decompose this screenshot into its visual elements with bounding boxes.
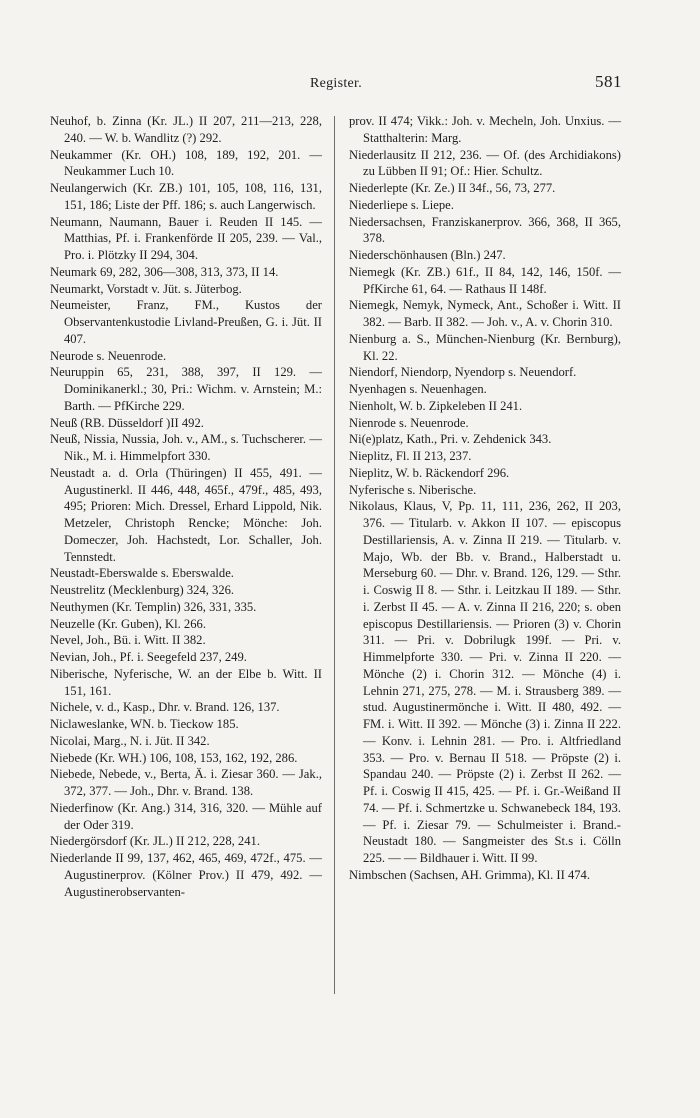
index-entry: Niebede (Kr. WH.) 106, 108, 153, 162, 192, 286.: [50, 750, 298, 765]
index-entry: Neukammer (Kr. OH.) 108, 189, 192, 201. — Neukammer Luch 10.: [50, 147, 322, 179]
index-entry: Niemegk (Kr. ZB.) 61f., II 84, 142, 146, 150f. — PfKirche 61, 64. — Rathaus II 148f.: [349, 264, 621, 296]
index-entry: Nikolaus, Klaus, V, Pp. 11, 111, 236, 262, II 203, 376. — Titularb. v. Akkon II 107. — episcopus Destillariensis, A. v. Zinna II 219. — Titularb. v. Majo, Wb. der Bb. v. Brand., Halberstadt u. Merseburg 60. — Dhr. v. Brand. 126, 129. — Sthr. i. Coswig II 8. — Sthr. i. Leitzkau II 189. — Sthr. i. Zerbst II 45. — A. v. Zinna II 216, 220; s. oben episcopus Destillariensis. — Prioren (3) v. Chorin 311. — Pri. v. Dobrilugk 199f. — Pri. v. Himmelpforte 330. — Pri. v. Zinna II 220. — Mönche (2) i. Chorin 312. — Mönche (4) i. Lehnin 271, 275, 278. — M. i. Strausberg 389. — stud. Augustinermönche i. Witt. II 480, 492. — FM. i. Witt. II 392. — Mönche (3) i. Zinna II 222. — Konv. i. Lehnin 281. — Pro. i. Altfriedland 353. — Pro. v. Bernau II 518. — Pröpste (2) i. Spandau 240. — Pröpste (2) i. Zerbst II 262. — Pf. i. Coswig II 415, 425. — Pf. i. Gr.-Weißand II 74. — Pf. i. Schmertzke u. Schwanebeck 184, 193. — Pf. i. Ziesar 79. — Schulmeister i. Brand.-Neustadt 180. — Sangmeister des St.s i. Cölln 225. — — Bildhauer i. Witt. II 99.: [349, 499, 621, 865]
column-divider: [334, 116, 335, 994]
index-entry: Nyferische s. Niberische.: [349, 482, 477, 497]
index-entry: Niebede, Nebede, v., Berta, Ä. i. Ziesar 360. — Jak., 372, 377. — Joh., Dhr. v. Brand. 138.: [50, 767, 322, 798]
index-entry: Niederlepte (Kr. Ze.) II 34f., 56, 73, 277.: [349, 181, 556, 195]
index-entry: Niederlausitz II 212, 236. — Of. (des Archidiakons) zu Lübben II 91; Of.: Hier. Schultz.: [349, 147, 621, 179]
page-title: Register.: [309, 76, 363, 91]
index-entry: Niberische, Nyferische, W. an der Elbe b. Witt. II 151, 161.: [50, 666, 322, 698]
index-entry: Neuthymen (Kr. Templin) 326, 331, 335.: [50, 599, 257, 614]
index-entry: Nieplitz, W. b. Räckendorf 296.: [349, 465, 510, 480]
right-column: [349, 113, 621, 884]
index-entry: Neuhof, b. Zinna (Kr. JL.) II 207, 211—213, 228, 240. — W. b. Wandlitz (?) 292.: [50, 114, 322, 145]
index-entry: Nienburg a. S., München-Nienburg (Kr. Bernburg), Kl. 22.: [349, 331, 621, 363]
index-entry: Neuß (RB. Düsseldorf )II 492.: [50, 415, 204, 430]
index-entry: Neulangerwich (Kr. ZB.) 101, 105, 108, 116, 131, 151, 186; Liste der Pff. 186; s. auch Langerwisch.: [50, 181, 322, 212]
index-entry: Niemegk, Nemyk, Nymeck, Ant., Schoßer i. Witt. II 382. — Barb. II 382. — Joh. v., A. v. Chorin 310.: [349, 298, 621, 329]
index-entry: Nienrode s. Neuenrode.: [349, 415, 469, 430]
index-entry: Neuruppin 65, 231, 388, 397, II 129. — Dominikanerkl.; 30, Pri.: Wichm. v. Arnstein; M.: Barth. — PfKirche 229.: [50, 365, 322, 413]
index-entry: Neustadt a. d. Orla (Thüringen) II 455, 491. — Augustinerkl. II 446, 448, 465f., 479f., 485, 493, 495; Prioren: Mich. Dressel, Erhard Lippold, Nik. Metzeler, Christoph Rencke; Mönche: Joh. Domeczer, Joh. Hachstedt, Lor. Schaller, Joh. Tennstedt.: [50, 465, 322, 564]
index-entry: Neumann, Naumann, Bauer i. Reuden II 145. — Matthias, Pf. i. Frankenförde II 205, 239. — Val., Pro. i. Plötzky II 294, 304.: [50, 214, 322, 262]
index-entry: Nichele, v. d., Kasp., Dhr. v. Brand. 126, 137.: [50, 700, 280, 715]
index-entry: prov. II 474; Vikk.: Joh. v. Mecheln, Joh. Unxius. — Statthalterin: Marg.: [349, 114, 621, 145]
index-entry: Neustadt-Eberswalde s. Eberswalde.: [50, 566, 234, 581]
index-entry: Neustrelitz (Mecklenburg) 324, 326.: [50, 583, 235, 597]
index-entry: Neuß, Nissia, Nussia, Joh. v., AM., s. Tuchscherer. — Nik., M. i. Himmelpfort 330.: [50, 432, 322, 463]
index-entry: Neumarkt, Vorstadt v. Jüt. s. Jüterbog.: [50, 281, 242, 296]
index-entry: Niedersachsen, Franziskanerprov. 366, 368, II 365, 378.: [349, 214, 621, 246]
index-entry: Neumark 69, 282, 306—308, 313, 373, II 14.: [50, 264, 279, 279]
index-entry: Neurode s. Neuenrode.: [50, 348, 167, 363]
running-header: [50, 72, 622, 94]
left-column: [50, 113, 322, 900]
index-entry: Niederfinow (Kr. Ang.) 314, 316, 320. — Mühle auf der Oder 319.: [50, 800, 322, 832]
index-entry: Nevian, Joh., Pf. i. Seegefeld 237, 249.: [50, 650, 247, 664]
index-entry: Nevel, Joh., Bü. i. Witt. II 382.: [50, 633, 206, 648]
index-entry: Nicolai, Marg., N. i. Jüt. II 342.: [50, 733, 210, 748]
index-entry: Nyenhagen s. Neuenhagen.: [349, 382, 487, 396]
index-entry: Nimbschen (Sachsen, AH. Grimma), Kl. II 474.: [349, 867, 590, 882]
index-entry: Niederliepe s. Liepe.: [349, 197, 454, 212]
index-entry: Niederlande II 99, 137, 462, 465, 469, 472f., 475. — Augustinerprov. (Kölner Prov.) II 479, 492. — Augustinerobservanten-: [50, 851, 322, 899]
index-entry: Ni(e)platz, Kath., Pri. v. Zehdenick 343.: [349, 432, 552, 447]
index-entry: Nieplitz, Fl. II 213, 237.: [349, 449, 472, 463]
index-entry: Niedergörsdorf (Kr. JL.) II 212, 228, 241.: [50, 834, 260, 849]
page-number: 581: [595, 72, 622, 91]
index-entry: Niederschönhausen (Bln.) 247.: [349, 248, 506, 262]
index-entry: Nienholt, W. b. Zipkeleben II 241.: [349, 398, 523, 413]
index-entry: Neuzelle (Kr. Guben), Kl. 266.: [50, 616, 206, 631]
index-entry: Niclaweslanke, WN. b. Tieckow 185.: [50, 717, 239, 731]
index-entry: Neumeister, Franz, FM., Kustos der Observantenkustodie Livland-Preußen, G. i. Jüt. II 407.: [50, 298, 322, 346]
index-entry: Niendorf, Niendorp, Nyendorp s. Neuendorf.: [349, 365, 577, 380]
